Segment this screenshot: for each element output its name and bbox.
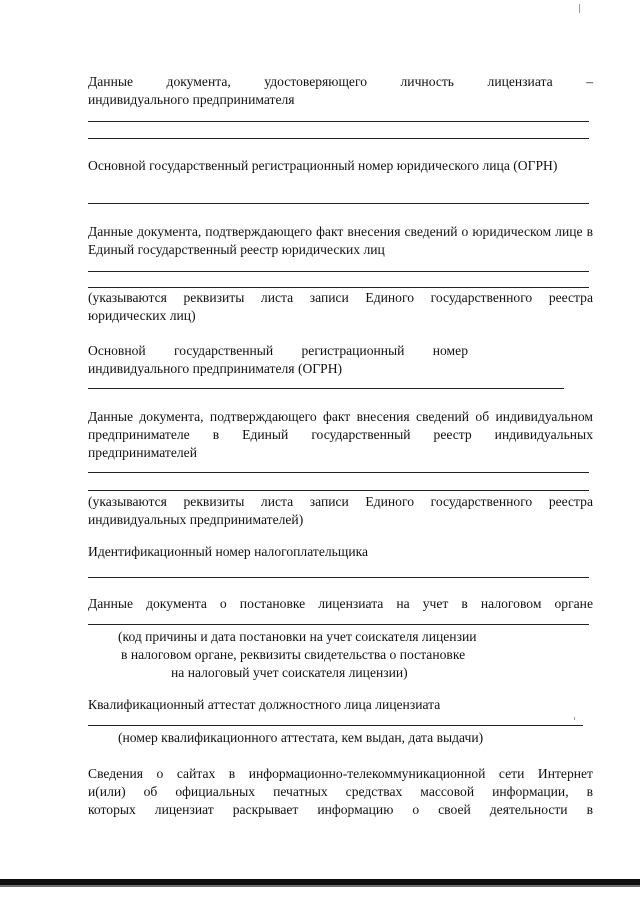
identity-doc-label-line1: Данные документа, удостоверяющего личность лицензиата – <box>88 74 593 89</box>
qual-cert-note: (номер квалификационного аттестата, кем выдан, дата выдачи) <box>118 730 484 745</box>
identity-doc-label-line2: индивидуального предпринимателя <box>88 92 295 107</box>
websites-label-line1: Сведения о сайтах в информационно-телекоммуникационной сети Интернет <box>88 766 593 781</box>
websites-label-line2: и(или) об официальных печатных средствах массовой информации, в <box>88 784 593 799</box>
ogrn-ip-fill-line[interactable] <box>88 388 564 389</box>
identity-doc-fill-line-1[interactable] <box>88 121 589 122</box>
egrul-doc-fill-line-2[interactable] <box>88 287 589 288</box>
qual-cert-fill-line[interactable] <box>88 725 583 726</box>
ogrn-ip-label-line2: индивидуального предпринимателя (ОГРН) <box>88 361 343 376</box>
inn-label: Идентификационный номер налогоплательщика <box>88 544 369 559</box>
egrul-doc-fill-line-1[interactable] <box>88 271 589 272</box>
scan-mark-top-right <box>579 4 580 13</box>
tax-doc-fill-line[interactable] <box>88 624 589 625</box>
inn-fill-line[interactable] <box>88 577 589 578</box>
egrip-note: (указываются реквизиты листа записи Единого государственного реестра индивидуальных предпринимателей) <box>88 494 593 527</box>
websites-label-line3: которых лицензиат раскрывает информацию о своей деятельности в <box>88 802 593 817</box>
egrul-note: (указываются реквизиты листа записи Единого государственного реестра юридических лиц) <box>88 290 593 323</box>
tax-note-line1: (код причины и дата постановки на учет соискателя лицензии <box>118 629 477 644</box>
scan-bottom-shadow <box>0 885 640 887</box>
ogrn-legal-fill-line[interactable] <box>88 203 589 204</box>
egrip-doc-fill-line-2[interactable] <box>88 490 589 491</box>
tax-note-line2: в налоговом органе, реквизиты свидетельства о постановке <box>121 647 466 662</box>
qual-cert-label: Квалификационный аттестат должностного лица лицензиата <box>88 697 441 712</box>
tax-note-line3: на налоговый учет соискателя лицензии) <box>171 665 408 680</box>
ogrn-legal-label: Основной государственный регистрационный номер юридического лица (ОГРН) <box>88 158 558 173</box>
tax-doc-label: Данные документа о постановке лицензиата на учет в налоговом органе <box>88 596 593 611</box>
egrul-doc-label: Данные документа, подтверждающего факт внесения сведений о юридическом лице в Единый государственный реестр юридических лиц <box>88 224 593 257</box>
scan-mark-right <box>574 717 575 720</box>
egrip-doc-label: Данные документа, подтверждающего факт внесения сведений об индивидуальном предпринимателе в Единый государственный реестр индивидуальных предпринимателей <box>88 409 593 460</box>
identity-doc-fill-line-2[interactable] <box>88 138 589 139</box>
egrip-doc-fill-line-1[interactable] <box>88 472 589 473</box>
ogrn-ip-label-line1: Основной государственный регистрационный номер <box>88 343 468 358</box>
